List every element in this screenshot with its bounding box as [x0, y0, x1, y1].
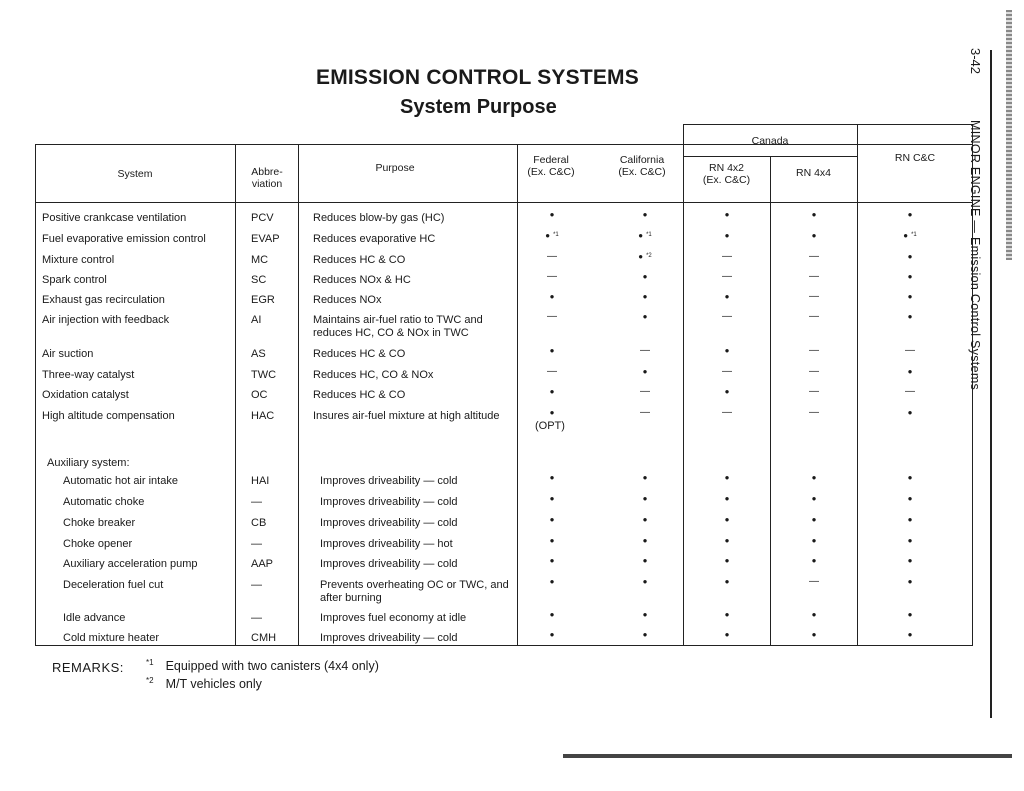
availability-dot [537, 513, 567, 526]
footnote-ref: *1 [646, 232, 652, 238]
row-system: Spark control [42, 274, 107, 286]
row-purpose: Prevents overheating OC or TWC, and after burning [320, 579, 509, 604]
availability-dot [630, 628, 660, 641]
availability-dash [895, 385, 925, 398]
availability-dash [799, 575, 829, 588]
availability-dot [799, 513, 829, 526]
availability-dash [537, 270, 567, 283]
header-divider [35, 202, 973, 203]
availability-dot [712, 492, 742, 505]
row-purpose: Improves fuel economy at idle [320, 612, 467, 624]
side-rule [990, 50, 992, 718]
availability-dot [895, 250, 925, 263]
availability-dot [895, 270, 925, 283]
availability-dot [799, 628, 829, 641]
availability-dot [537, 344, 567, 357]
row-purpose: Improves driveability — cold [320, 496, 458, 508]
column-divider [770, 156, 771, 646]
availability-dot [895, 471, 925, 484]
availability-dot [630, 365, 660, 378]
page-number: 3-42 [968, 48, 983, 75]
header-rn-cc: RN C&C [894, 152, 936, 164]
availability-dot [630, 310, 660, 323]
availability-dot [712, 575, 742, 588]
row-system: Cold mixture heater [63, 632, 159, 644]
availability-dash [799, 310, 829, 323]
availability-dash [712, 406, 742, 419]
page-title: EMISSION CONTROL SYSTEMS [316, 66, 639, 89]
row-abbreviation: — [251, 612, 262, 624]
availability-dot [537, 628, 567, 641]
header-purpose: Purpose [375, 162, 415, 174]
remark-2: $^{*2}$ M/T vehicles only [146, 676, 262, 692]
page-subtitle: System Purpose [400, 96, 557, 118]
availability-dot [895, 229, 925, 242]
availability-dot [630, 554, 660, 567]
availability-dot [537, 385, 567, 398]
availability-dot [630, 513, 660, 526]
row-abbreviation: — [251, 579, 262, 591]
section-title: MINOR ENGINE — Emission Control Systems [968, 120, 982, 391]
availability-dot [799, 208, 829, 221]
row-system: Oxidation catalyst [42, 389, 129, 401]
footnote-ref: *1 [553, 232, 559, 238]
row-abbreviation: CMH [251, 632, 277, 644]
row-system: Deceleration fuel cut [63, 579, 164, 591]
table-border [683, 124, 973, 125]
row-purpose: Reduces HC & CO [313, 348, 406, 360]
availability-dot [537, 575, 567, 588]
availability-dash [799, 250, 829, 263]
row-abbreviation: EVAP [251, 233, 280, 245]
row-abbreviation: CB [251, 517, 267, 529]
availability-dash [712, 250, 742, 263]
availability-dot [537, 406, 567, 419]
availability-dash [712, 365, 742, 378]
availability-dot [712, 608, 742, 621]
row-abbreviation: HAI [251, 475, 270, 487]
availability-dot [537, 554, 567, 567]
column-divider [857, 124, 858, 646]
availability-dash [799, 406, 829, 419]
row-abbreviation: — [251, 496, 262, 508]
availability-dot [895, 290, 925, 303]
availability-dot [799, 492, 829, 505]
availability-dot [537, 471, 567, 484]
availability-dash [799, 290, 829, 303]
row-system: Air injection with feedback [42, 314, 170, 326]
row-abbreviation: HAC [251, 410, 275, 422]
availability-dot [712, 554, 742, 567]
availability-dot [895, 310, 925, 323]
availability-dash [895, 344, 925, 357]
row-abbreviation: PCV [251, 212, 274, 224]
remark-1: $^{*1}$ Equipped with two canisters (4x4 only) [146, 658, 379, 674]
column-divider [298, 144, 299, 646]
availability-dot [895, 513, 925, 526]
table-border [35, 144, 36, 646]
availability-dot [630, 492, 660, 505]
availability-dot [895, 406, 925, 419]
availability-dash [799, 385, 829, 398]
row-system: Exhaust gas recirculation [42, 294, 165, 306]
column-divider [235, 144, 236, 646]
row-system: High altitude compensation [42, 410, 175, 422]
availability-dot [712, 344, 742, 357]
availability-dash [537, 310, 567, 323]
availability-dot [895, 492, 925, 505]
optional-label: (OPT) [535, 420, 565, 432]
row-purpose: Maintains air-fuel ratio to TWC and reduces HC, CO & NOx in TWC [313, 314, 483, 339]
row-purpose: Improves driveability — hot [320, 538, 453, 550]
availability-dot [630, 250, 660, 263]
row-purpose: Reduces NOx & HC [313, 274, 411, 286]
availability-dot [537, 290, 567, 303]
availability-dash [712, 310, 742, 323]
availability-dot [712, 628, 742, 641]
row-system: Three-way catalyst [42, 369, 135, 381]
availability-dot [799, 471, 829, 484]
scan-edge [1006, 10, 1012, 260]
availability-dot [712, 534, 742, 547]
row-system: Positive crankcase ventilation [42, 212, 187, 224]
availability-dot [712, 471, 742, 484]
row-system: Idle advance [63, 612, 126, 624]
availability-dash [712, 270, 742, 283]
emission-systems-table [35, 124, 973, 646]
row-system: Fuel evaporative emission control [42, 233, 206, 245]
header-abbreviation: Abbre- viation [251, 166, 283, 190]
row-purpose: Improves driveability — cold [320, 475, 458, 487]
row-purpose: Improves driveability — cold [320, 632, 458, 644]
availability-dot [895, 575, 925, 588]
row-purpose: Insures air-fuel mixture at high altitude [313, 410, 500, 422]
availability-dot [799, 229, 829, 242]
row-purpose: Reduces HC & CO [313, 254, 406, 266]
row-abbreviation: SC [251, 274, 267, 286]
row-purpose: Reduces HC, CO & NOx [313, 369, 434, 381]
row-abbreviation: — [251, 538, 262, 550]
row-abbreviation: AI [251, 314, 262, 326]
availability-dot [895, 208, 925, 221]
availability-dot [895, 628, 925, 641]
header-rn-4x4: RN 4x4 [795, 167, 831, 179]
availability-dash [537, 365, 567, 378]
column-divider [683, 124, 684, 646]
availability-dot [630, 575, 660, 588]
availability-dash [630, 406, 660, 419]
availability-dash [799, 344, 829, 357]
availability-dot [630, 534, 660, 547]
availability-dot [630, 290, 660, 303]
availability-dot [712, 290, 742, 303]
row-system: Automatic choke [63, 496, 145, 508]
row-system: Choke opener [63, 538, 133, 550]
header-rn-4x2: RN 4x2 (Ex. C&C) [702, 162, 751, 186]
availability-dot [537, 534, 567, 547]
availability-dot [630, 208, 660, 221]
row-system: Air suction [42, 348, 94, 360]
availability-dash [537, 250, 567, 263]
availability-dash [799, 365, 829, 378]
row-system: Choke breaker [63, 517, 136, 529]
availability-dot [895, 534, 925, 547]
row-purpose: Reduces evaporative HC [313, 233, 436, 245]
row-system: Mixture control [42, 254, 115, 266]
row-abbreviation: OC [251, 389, 268, 401]
table-border [35, 645, 973, 646]
availability-dot [537, 208, 567, 221]
row-purpose: Reduces NOx [313, 294, 382, 306]
availability-dot [537, 229, 567, 242]
row-purpose: Reduces blow-by gas (HC) [313, 212, 445, 224]
availability-dot [630, 270, 660, 283]
auxiliary-heading: Auxiliary system: [47, 457, 130, 469]
availability-dot [712, 385, 742, 398]
availability-dot [799, 554, 829, 567]
availability-dash [630, 344, 660, 357]
availability-dot [537, 608, 567, 621]
availability-dot [895, 608, 925, 621]
row-system: Auxiliary acceleration pump [63, 558, 198, 570]
row-purpose: Reduces HC & CO [313, 389, 406, 401]
availability-dash [799, 270, 829, 283]
header-california: California (Ex. C&C) [618, 154, 666, 178]
availability-dot [799, 534, 829, 547]
bottom-rule [563, 754, 1012, 758]
availability-dot [895, 365, 925, 378]
availability-dot [895, 554, 925, 567]
availability-dot [630, 608, 660, 621]
availability-dot [537, 492, 567, 505]
availability-dot [630, 471, 660, 484]
availability-dot [712, 208, 742, 221]
row-purpose: Improves driveability — cold [320, 558, 458, 570]
header-system: System [117, 168, 153, 180]
footnote-ref: *1 [911, 232, 917, 238]
availability-dash [630, 385, 660, 398]
availability-dot [712, 513, 742, 526]
footnote-ref: *2 [646, 253, 652, 259]
row-abbreviation: AS [251, 348, 266, 360]
row-abbreviation: MC [251, 254, 269, 266]
availability-dot [799, 608, 829, 621]
row-abbreviation: EGR [251, 294, 275, 306]
row-purpose: Improves driveability — cold [320, 517, 458, 529]
row-abbreviation: AAP [251, 558, 274, 570]
availability-dot [630, 229, 660, 242]
remarks-label: REMARKS: [52, 660, 124, 675]
row-abbreviation: TWC [251, 369, 277, 381]
row-system: Automatic hot air intake [63, 475, 178, 487]
availability-dot [712, 229, 742, 242]
header-federal: Federal (Ex. C&C) [527, 154, 575, 178]
header-canada: Canada [751, 135, 789, 147]
